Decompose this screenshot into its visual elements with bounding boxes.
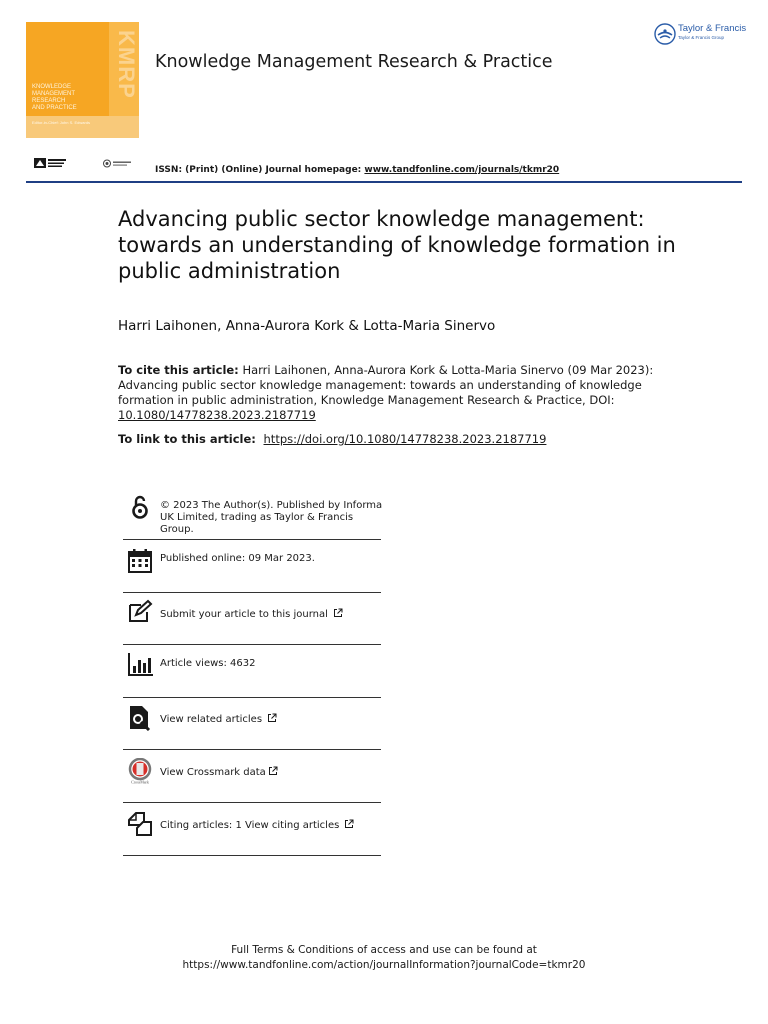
- submit-article-item[interactable]: [123, 593, 381, 645]
- society-logo-icon: [34, 157, 68, 169]
- published-item: [123, 540, 381, 593]
- citations-icon: [127, 811, 153, 837]
- article-views-item: [123, 645, 381, 698]
- citation-label: To cite this article:: [118, 363, 239, 377]
- journal-title: Knowledge Management Research & Practice: [155, 52, 553, 72]
- issn-label: ISSN: (Print) (Online) Journal homepage:: [155, 165, 362, 175]
- crossmark-item[interactable]: [123, 750, 381, 803]
- open-access-item: [123, 494, 381, 540]
- cover-footer-text: Editor-in-Chief: John S. Edwards: [32, 120, 91, 125]
- terms-footer: [0, 943, 768, 973]
- bar-chart-icon: [127, 651, 153, 677]
- external-link-icon: [267, 713, 277, 723]
- related-articles-label: View related articles: [160, 714, 263, 725]
- edit-icon: [127, 599, 153, 625]
- external-link-icon: [333, 608, 343, 618]
- article-link-label: To link to this article:: [118, 432, 256, 446]
- publisher-name: Taylor & Francis: [678, 23, 747, 34]
- citation-block: [118, 363, 658, 423]
- citation-text: Harri Laihonen, Anna-Aurora Kork & Lotta-Maria Sinervo (09 Mar 2023): Advancing public sector knowledge management: towards an understanding of knowledge formation in public administration, Knowledge Management Research & Practice, DOI:: [118, 363, 654, 407]
- submit-article-link[interactable]: [160, 608, 385, 621]
- article-title: Advancing public sector knowledge management: towards an understanding of knowledge formation in public administration: [118, 207, 676, 283]
- related-articles-link[interactable]: [160, 713, 385, 726]
- related-articles-item[interactable]: [123, 698, 381, 750]
- crossmark-icon: [127, 758, 153, 784]
- article-views-text: Article views: 4632: [160, 658, 256, 669]
- header-divider: [26, 181, 742, 183]
- citing-articles-link[interactable]: [160, 819, 385, 832]
- cover-acronym: KMRP: [114, 30, 139, 99]
- external-link-icon: [268, 766, 278, 776]
- article-doi-link[interactable]: https://doi.org/10.1080/14778238.2023.2187719: [263, 432, 547, 446]
- cover-title-line: MANAGEMENT: [32, 91, 76, 97]
- submit-article-label: Submit your article to this journal: [160, 609, 328, 620]
- publisher-subname: Taylor & Francis Group: [678, 35, 725, 40]
- info-divider: [123, 855, 381, 856]
- journal-cover-thumbnail: [26, 22, 139, 138]
- citing-articles-label: Citing articles: 1 View citing articles: [160, 820, 340, 831]
- article-authors: Harri Laihonen, Anna-Aurora Kork & Lotta-Maria Sinervo: [118, 318, 496, 334]
- cover-title-line: AND PRACTICE: [32, 105, 77, 111]
- external-link-icon: [344, 819, 354, 829]
- document-search-icon: [127, 705, 153, 731]
- cover-footer: [26, 116, 139, 138]
- cover-title: [32, 84, 102, 112]
- terms-link[interactable]: https://www.tandfonline.com/action/journalInformation?journalCode=tkmr20: [182, 959, 586, 971]
- citing-articles-item[interactable]: [123, 803, 381, 856]
- calendar-icon: [127, 548, 153, 574]
- citation-doi-link[interactable]: 10.1080/14778238.2023.2187719: [118, 408, 316, 422]
- cover-title-line: RESEARCH: [32, 98, 66, 104]
- crossmark-link[interactable]: [160, 766, 385, 779]
- open-access-text: © 2023 The Author(s). Published by Informa UK Limited, trading as Taylor & Francis Group.: [160, 500, 383, 535]
- issn-line: [155, 165, 559, 175]
- terms-text: Full Terms & Conditions of access and use can be found at: [231, 944, 537, 956]
- published-date-text: Published online: 09 Mar 2023.: [160, 553, 315, 564]
- publisher-logo[interactable]: [654, 22, 746, 46]
- journal-homepage-link[interactable]: www.tandfonline.com/journals/tkmr20: [364, 165, 560, 175]
- open-access-icon: [127, 494, 153, 520]
- crossmark-label: View Crossmark data: [160, 767, 266, 778]
- article-link-line: [118, 432, 546, 446]
- partner-logo-icon: [103, 159, 133, 168]
- crossmark-badge-text: CrossMark: [131, 779, 149, 784]
- cover-title-line: KNOWLEDGE: [32, 84, 72, 90]
- publisher-logo-icon: [654, 23, 676, 45]
